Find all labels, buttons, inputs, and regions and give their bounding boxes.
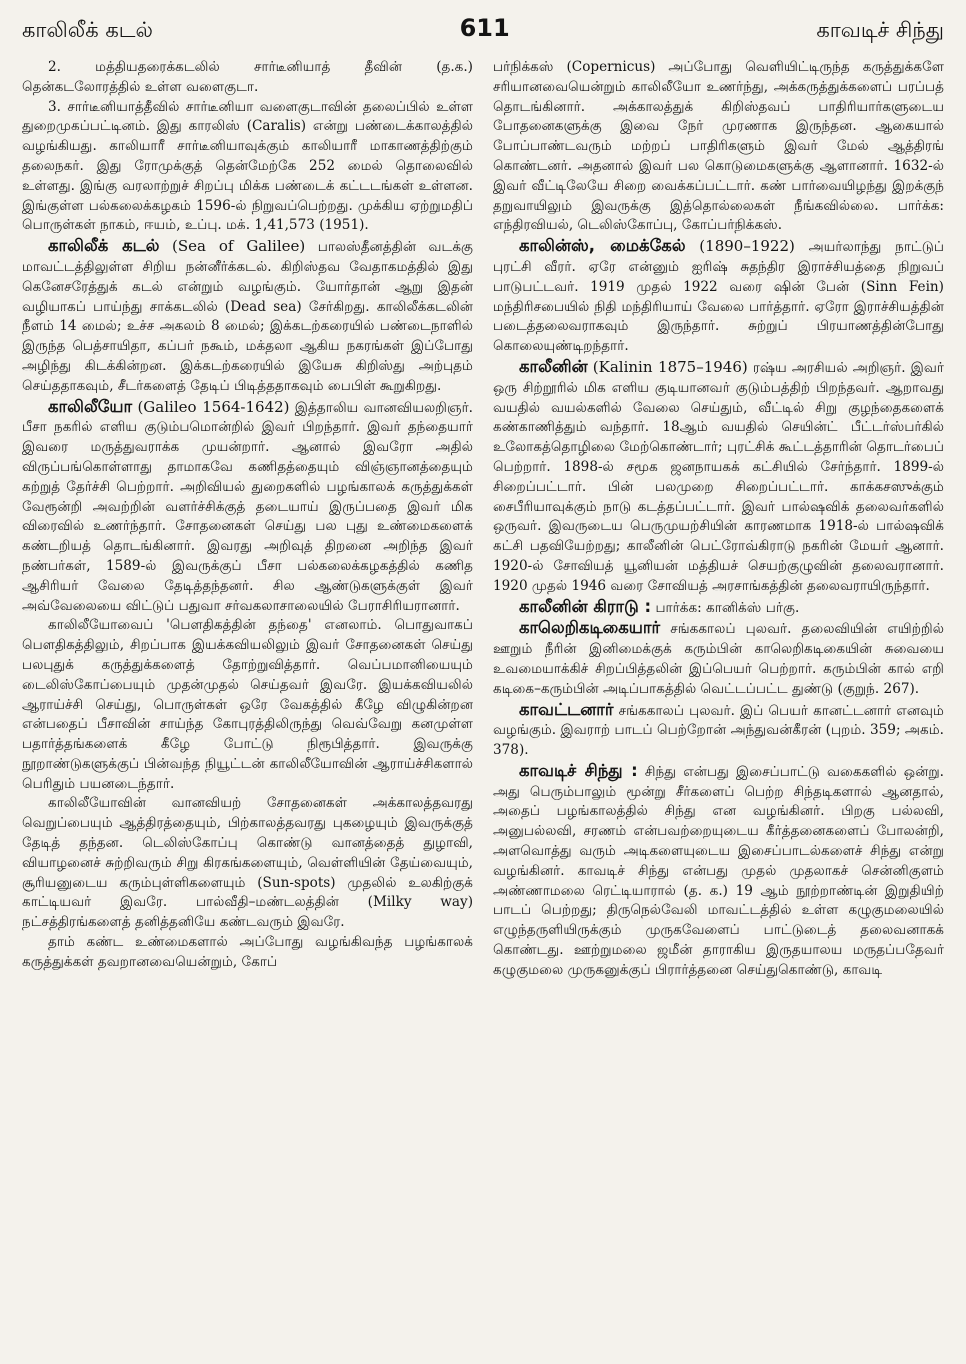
paragraph-text: பார்க்க: கானிக்ஸ் பர்கு. xyxy=(655,599,800,616)
entry-headword: காலின்ஸ், மைக்கேல் xyxy=(519,236,686,256)
paragraph-text: 3. சார்டீனியாத்தீவில் சார்டீனியா வளைகுடாவின் தலைப்பில் உள்ள துறைமுகப்பட்டினம். இது காரலிஸ் (Caralis) என்று பண்டைக்காலத்தில் வழங்கியது. காலியாரீ சார்டீனியாவுக்கும் காலியாரீ மாகாணத்திற்கும் தலைநகர். இது ரோமுக்குத் தென்மேற்கே 252 மைல் தொலைவில் உள்ளது. இங்கு வரலாற்றுச் சிறப்பு மிக்க பண்டைக் கட்டடங்கள் உள்ளன. இங்குள்ள பல்கலைக்கழகம் 1596-ல் நிறுவப்பெற்றது. முக்கிய ஏற்றுமதிப் பொருள்கள் நாகம், ஈயம், உப்பு. மக். 1,41,573 (1951). xyxy=(22,98,473,234)
entry-latin-name: (Galileo 1564-1642) xyxy=(137,397,290,416)
paragraph-text: அயர்லாந்து நாட்டுப் புரட்சி வீரர். ஏரே என்னும் ஐரிஷ் சுதந்திர இராச்சியத்தை நிறுவப் பாடுபட்டவர். 1919 முதல் 1922 வரை ஷின் பேன் (Sinn Fein) மந்திரிசபையில் நிதி மந்திரியாய் வேலை பார்த்தார். ஏரோ இராச்சியத்தின் படைத்தலைவராகவும் இருந்தார். சுற்றுப் பிரயாணத்தின்போது கொலையுண்டிறந்தார். xyxy=(493,239,944,355)
entry-paragraph xyxy=(493,618,944,699)
entry-paragraph xyxy=(493,597,944,619)
body-paragraph xyxy=(22,58,473,98)
entry-headword: காவடிச் சிந்து : xyxy=(519,760,638,780)
entry-paragraph xyxy=(493,761,944,981)
running-head-left: காலிலீக் கடல் xyxy=(22,18,153,42)
paragraph-text: ரஷ்ய அரசியல் அறிஞர். இவர் ஒரு சிற்றூரில் மிக எளிய குடியானவர் குடும்பத்திற் பிறந்தவர். ஆறாவது வயதில் வயல்களில் வேலை செய்தும், வீட்டில் சிறு குழந்தைகளைக் கண்காணித்தும் வந்தார். 18ஆம் வயதில் செயின்ட் பீட்டர்ஸ்பர்கில் உலோகத்தொழிலை மேற்கொண்டார்; புரட்சிக் கூட்டத்தாரின் தொடர்பைப் பெற்றார். 1898-ல் சமூக ஜனநாயகக் கட்சியில் சேர்ந்தார். 1899-ல் சிறைப்பட்டார். பின் பலமுறை சிறைப்பட்டார். காக்கசஸுக்கும் சைபீரியாவுக்கும் நாடு கடத்தப்பட்டார். இவர் பால்ஷவிக் தலைவர்களில் ஒருவர். இவருடைய பெருமுயற்சியின் காரணமாக 1918-ல் பால்ஷவிக் கட்சி பதவியேற்றது; காலீனின் பெட்ரோவ்கிராடு நகரின் மேயர் ஆனார். 1920-ல் சோவியத் யூனியன் மத்தியச் செயற்குழுவின் தலைவரானார். 1920 முதல் 1946 வரை சோவியத் அரசாங்கத்தின் தலைவராயிருந்தார். xyxy=(493,359,944,594)
paragraph-text: 2. மத்தியதரைக்கடலில் சார்டீனியாத் தீவின் (த.க.) தென்கடலோரத்தில் உள்ள வளைகுடா. xyxy=(22,59,473,95)
paragraph-text: காலிலீயோவின் வானவியற் சோதனைகள் அக்காலத்தவரது வெறுப்பையும் ஆத்திரத்தையும், பிற்காலத்தவரது புகழையும் இவருக்குத் தேடித் தந்தன. டெலிஸ்கோப்பு கொண்டு வானத்தைத் துழாவி, வியாழனைச் சுற்றிவரும் சிறு கிரகங்களையும், வெள்ளியின் தேய்வையும், சூரியனுடைய கரும்புள்ளிகளையும் (Sun-spots) முதலில் உலகிற்குக் காட்டியவர் இவரே. பால்வீதி–மண்டலத்தின் (Milky way) நட்சத்திரங்களைத் தனித்தனியே கண்டவரும் இவரே. xyxy=(22,795,473,931)
paragraph-text: சிந்து என்பது இசைப்பாட்டு வகைகளில் ஒன்று. அது பெரும்பாலும் மூன்று சீர்களைப் பெற்ற சிந்தடிகளால் ஆனதால், அதைப் பழங்காலத்தில் சிந்து என வழங்கினர். பிறகு பல்லவி, அனுபல்லவி, சரணம் என்பவற்றையுடைய கீர்த்தனைகளைப் போலன்றி, அளவொத்து வரும் அடிகளையுடைய இசைப்பாடல்களைச் சிந்து என்று வழங்கினர். காவடிச் சிந்து என்பது முதல் முதலாகச் சென்னிகுளம் அண்ணாமலை ரெட்டியாரால் (த. க.) 19 ஆம் நூற்றாண்டின் இறுதியிற் பாடப் பெற்றது; திருநெல்வேலி மாவட்டத்தில் உள்ள கழுகுமலையில் எழுந்தருளியிருக்கும் முருகவேளைப் பாட்டுடைத் தலைவனாகக் கொண்டது. ஊற்றுமலை ஜமீன் தாராகிய இருதயாலய மருதப்பதேவர் கழுகுமலை முருகனுக்குப் பிரார்த்தனை செய்துகொண்டு, காவடி xyxy=(493,763,945,978)
entry-paragraph xyxy=(22,236,473,396)
entry-headword: காலெறிகடிகையார் xyxy=(519,618,661,638)
paragraph-text: காலிலீயோவைப் 'பௌதிகத்தின் தந்தை' எனலாம். பொதுவாகப் பௌதிகத்திலும், சிறப்பாக இயக்கவியலிலும் இவர் சோதனைகள் செய்து பலபுதுக் கருத்துக்களைத் தோற்றுவித்தார். வெப்பமானியையும் டைலிஸ்கோப்பையும் முதன்முதல் செய்தவர் இவரே. இயக்கவியலில் ஆராய்ச்சி செய்து, பொருள்கள் ஒரே வேகத்தில் கீழே விழுகின்றன என்பதைப் பீசாவின் சாய்ந்த கோபுரத்திலிருந்து வெவ்வேறு கனமுள்ள பதார்த்தங்களைக் கீழே போட்டு நிரூபித்தார். இவருக்கு நூறாண்டுகளுக்குப் பின்வந்த நியூட்டன் காலிலீயோவின் ஆராய்ச்சிகளால் பெரிதும் பயனடைந்தார். xyxy=(22,617,473,792)
page-header xyxy=(22,14,944,58)
body-paragraph xyxy=(22,794,473,933)
text-columns xyxy=(22,58,944,981)
body-paragraph xyxy=(493,58,944,236)
entry-headword: காலீனின் கிராடு : xyxy=(519,596,652,616)
paragraph-text: பாலஸ்தீனத்தின் வடக்கு மாவட்டத்திலுள்ள சிறிய நன்னீர்க்கடல். கிறிஸ்தவ வேதாகமத்தில் இது கெனேசரேத்துக் கடல் என்றும் வழங்கும். யோர்தான் ஆறு இதன் வழியாகப் பாய்ந்து சாக்கடலில் (Dead sea) சேர்கிறது. காலிலீக்கடலின் நீளம் 14 மைல்; உச்ச அகலம் 8 மைல்; இக்கடற்கரையில் பண்டைநாளில் இருந்த பெத்சாயிதா, கப்பர் நகூம், மக்தலா ஆகிய நகரங்கள் இப்போது அழிந்து கிடக்கின்றன. இக்கடற்கரையில் இயேசு கிறிஸ்து அற்புதம் செய்ததாகவும், சீடர்களைத் தேடிப் பிடித்ததாகவும் பைபிள் கூறுகிறது. xyxy=(22,239,474,394)
body-paragraph xyxy=(22,98,473,237)
body-paragraph xyxy=(22,616,473,794)
paragraph-text: இத்தாலிய வானவியலறிஞர். பீசா நகரில் எளிய குடும்பமொன்றில் இவர் பிறந்தார். இவர் தந்தையார் இவரை மருத்துவராக்க முயன்றார். ஆனால் இவரோ அதில் விருப்பங்கொள்ளாது தாமாகவே கணிதத்தையும் விஞ்ஞானத்தையும் கற்றுத் தேர்ச்சி பெற்றார். அறிவியல் துறைகளில் பழங்காலக் கருத்துக்கள் வேரூன்றி அவற்றின் வளர்ச்சிக்குத் தடையாய் இருப்பதை இவர் மிக விரைவில் உணர்ந்தார். சோதனைகள் செய்து பல புது உண்மைகளைக் கண்டறியத் தொடங்கினார். இவரது அறிவுத் திறனை அறிந்த இவர் நண்பர்கள், 1589-ல் இவருக்குப் பீசா பல்கலைக்கழகத்தில் கணித ஆசிரியர் வேலை தேடித்தந்தனர். சில ஆண்டுகளுக்குள் இவர் அவ்வேலையை விட்டுப் பதுவா சர்வகலாசாலையில் பேராசிரியரானார். xyxy=(22,399,473,614)
entry-latin-name: (Kalinin 1875–1946) xyxy=(592,357,748,376)
entry-headword: காலிலீயோ xyxy=(48,396,133,416)
paragraph-text: சங்ககாலப் புலவர். இப் பெயர் கானட்டனார் எனவும் வழங்கும். இவராற் பாடப் பெற்றோன் அந்துவன்கீரன் (புறம். 359; அகம். 378). xyxy=(493,702,944,759)
paragraph-text: பர்நிக்கஸ் (Copernicus) அப்போது வெளியிட்டிருந்த கருத்துக்களே சரியானவையென்றும் காலிலீயோ உணர்ந்து, அக்கருத்துக்களைப் பரப்பத் தொடங்கினார். அக்காலத்துக் கிறிஸ்தவப் பாதிரியார்களுடைய போதனைகளுக்கு இவை நேர் முரணாக இருந்தன. ஆகையால் போப்பாண்டவரும் மற்றப் பாதிரிகளும் இவர் மேல் ஆத்திரங் கொண்டனர். அதனால் இவர் பல கொடுமைகளுக்கு ஆளானார். 1632-ல் இவர் வீட்டிலேயே சிறை வைக்கப்பட்டார். கண் பார்வையிழந்து இறக்குந் தறுவாயிலும் இவருக்கு இத்தொல்லைகள் நீங்கவில்லை. பார்க்க: எந்திரவியல், டெலிஸ்கோப்பு, கோப்பர்நிக்கஸ். xyxy=(493,59,944,234)
paragraph-text: சங்ககாலப் புலவர். தலைவியின் எயிற்றில் ஊறும் நீரின் இனிமைக்குக் கரும்பின் காலெறிகடிகையின் சுவையை உவமையாக்கிச் சிறப்பித்தலின் இப்பெயர் பெற்றார். கரும்பின் கால் எறி கடிகை–கரும்பின் அடிப்பாகத்தில் வெட்டப்பட்ட துண்டு (குறுந். 267). xyxy=(493,621,944,697)
entry-latin-name: (1890–1922) xyxy=(699,237,795,256)
entry-headword: காலீனின் xyxy=(519,356,588,376)
page-number: 611 xyxy=(459,14,510,42)
entry-paragraph xyxy=(22,397,473,617)
right-column xyxy=(483,58,944,981)
entry-paragraph xyxy=(493,357,944,597)
entry-headword: காவட்டனார் xyxy=(519,699,614,719)
entry-latin-name: (Sea of Galilee) xyxy=(171,237,306,256)
entry-paragraph xyxy=(493,700,944,761)
left-column xyxy=(22,58,483,981)
paragraph-text: தாம் கண்ட உண்மைகளால் அப்போது வழங்கிவந்த பழங்காலக் கருத்துக்கள் தவறானவையென்றும், கோப் xyxy=(22,934,473,970)
entry-paragraph xyxy=(493,236,944,357)
body-paragraph xyxy=(22,933,473,973)
running-head-right: காவடிச் சிந்து xyxy=(816,18,944,42)
entry-headword: காலிலீக் கடல் xyxy=(48,236,160,256)
